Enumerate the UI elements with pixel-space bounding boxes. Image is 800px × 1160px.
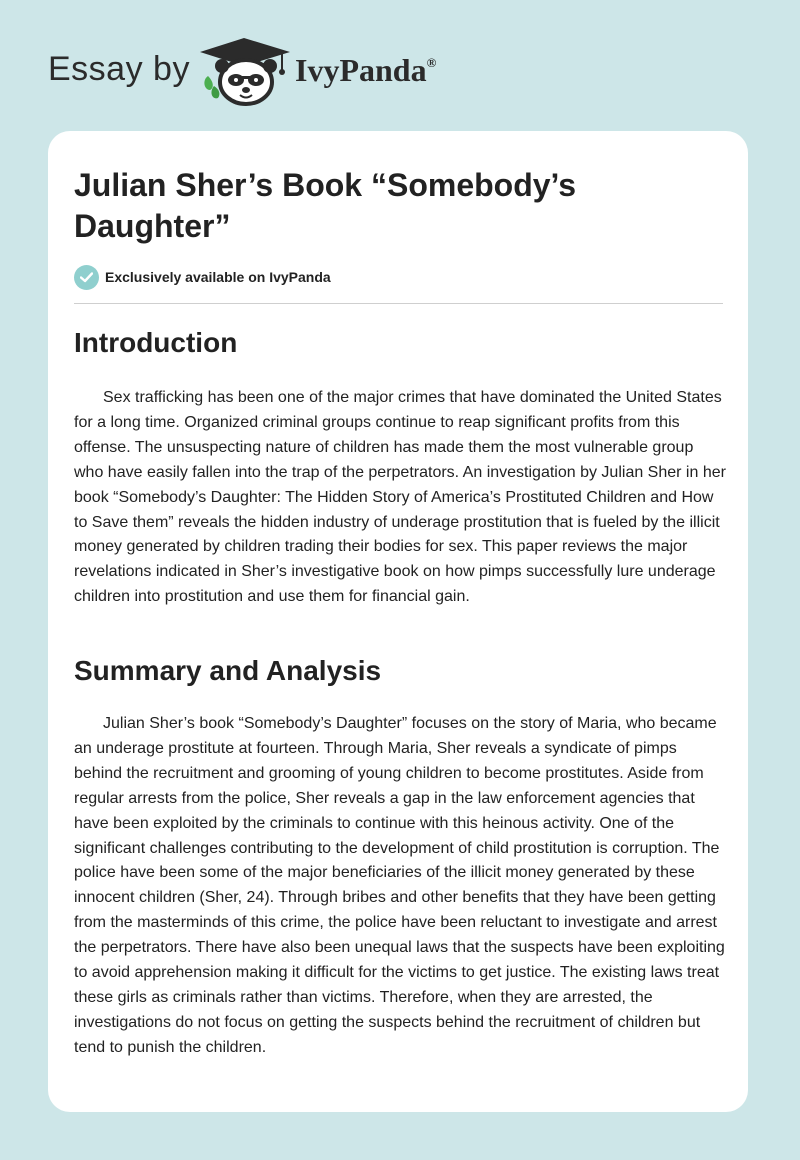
site-header: [0, 0, 800, 130]
page-title: Julian Sher’s Book “Somebody’s Daughter”: [74, 167, 577, 244]
check-icon: [74, 265, 99, 290]
exclusive-badge-text: Exclusively available on IvyPanda: [105, 269, 331, 285]
divider: [74, 303, 723, 304]
exclusive-badge: [74, 263, 331, 291]
essay-by-label: Essay by: [48, 50, 190, 88]
ivypanda-logo-icon[interactable]: [200, 36, 292, 108]
brand-name[interactable]: IvyPanda®: [295, 52, 437, 88]
essay-card: [48, 131, 748, 1112]
section-paragraph-introduction: Sex trafficking has been one of the major crimes that have dominated the United States for a long time. Organized criminal groups continue to reap significant profits from this offense. The unsuspecting nature of children has made them the most vulnerable group who have easily fallen into the trap of the perpetrators. An investigation by Julian Sher in her book “Somebody’s Daughter: The Hidden Story of America’s Prostituted Children and How to Save them” reveals the hidden industry of underage prostitution that is fueled by the illicit money generated by children trading their bodies for sex. This paper reviews the major revelations indicated in Sher’s investigative book on how pimps successfully lure underage children into prostitution and use them for financial gain.: [74, 389, 726, 606]
section-heading-summary: Summary and Analysis: [74, 655, 382, 686]
section-heading-introduction: Introduction: [74, 327, 238, 358]
section-paragraph-summary: Julian Sher’s book “Somebody’s Daughter” focuses on the story of Maria, who became an underage prostitute at fourteen. Through Maria, Sher reveals a syndicate of pimps behind the recruitment and grooming of young children to become prostitutes. Aside from regular arrests from the police, Sher reveals a gap in the law enforcement agencies that have been exploited by the criminals to continue with this heinous activity. One of the significant challenges contributing to the development of child prostitution is corruption. The police have been some of the major beneficiaries of the illicit money generated by these innocent children (Sher, 24). Through bribes and other benefits that they have been getting from the masterminds of this crime, the police have been reluctant to investigate and arrest the perpetrators. There have also been unequal laws that the suspects have been exploiting to avoid apprehension making it difficult for the victims to get justice. The existing laws treat these girls as criminals rather than victims. Therefore, when they are arrested, the investigations do not focus on getting the suspects behind the recruitment of children but tend to punish the children.: [74, 715, 725, 1056]
